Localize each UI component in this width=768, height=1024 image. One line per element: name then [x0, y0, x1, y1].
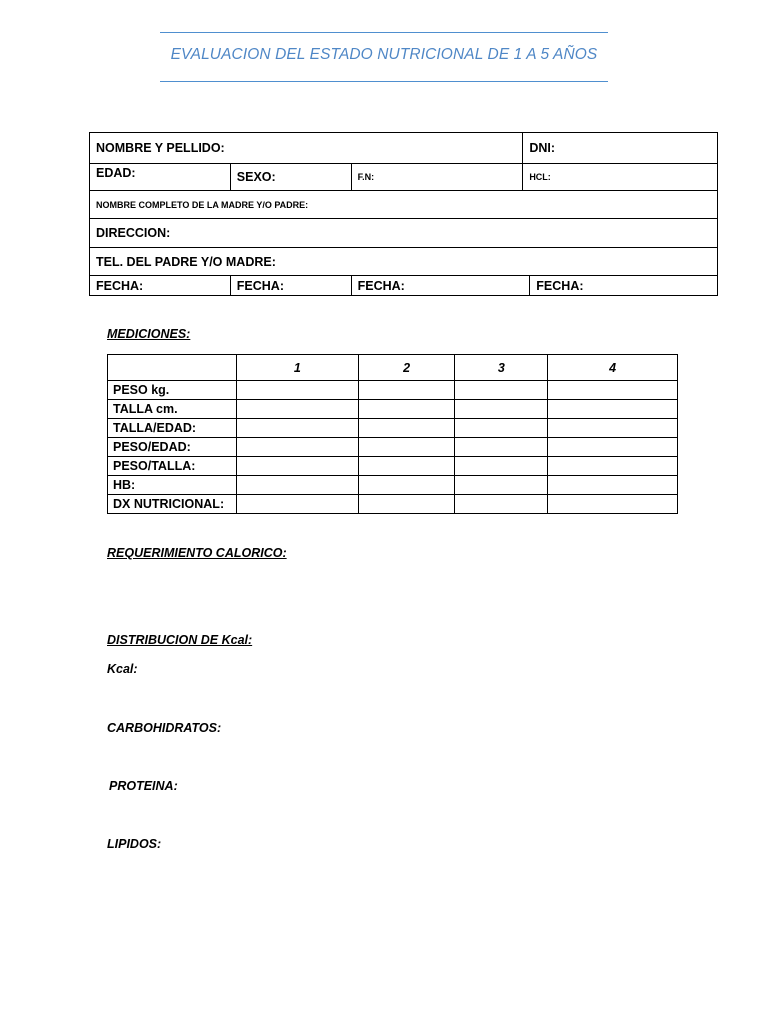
measurement-cell[interactable] [358, 438, 455, 457]
hcl-label: HCL: [529, 172, 551, 182]
row-label: PESO/TALLA: [108, 457, 237, 476]
row-label: PESO/EDAD: [108, 438, 237, 457]
measurement-cell[interactable] [358, 381, 455, 400]
measurement-cell[interactable] [236, 400, 358, 419]
direccion-field[interactable] [90, 219, 718, 248]
table-row [108, 381, 678, 400]
hcl-field[interactable] [523, 164, 718, 191]
carbohidratos-label: CARBOHIDRATOS: [107, 721, 222, 735]
measurement-cell[interactable] [236, 495, 358, 514]
direccion-label: DIRECCION: [96, 226, 171, 240]
measurement-cell[interactable] [455, 476, 548, 495]
column-header: 2 [358, 355, 455, 381]
lipidos-label: LIPIDOS: [107, 837, 162, 851]
measurement-cell[interactable] [548, 495, 678, 514]
table-row [108, 476, 678, 495]
proteina-label: PROTEINA: [109, 779, 178, 793]
measurement-cell[interactable] [236, 438, 358, 457]
edad-label: EDAD: [96, 166, 136, 180]
madre-padre-label: NOMBRE COMPLETO DE LA MADRE Y/O PADRE: [96, 199, 309, 210]
telefono-label: TEL. DEL PADRE Y/O MADRE: [96, 254, 276, 269]
telefono-field[interactable] [90, 248, 718, 276]
distribucion-heading: DISTRIBUCION DE Kcal: [107, 633, 253, 647]
fecha-label: FECHA: [536, 278, 584, 293]
sexo-field[interactable] [230, 164, 351, 191]
fecha-field-2[interactable] [230, 276, 351, 296]
fecha-field-4[interactable] [530, 276, 718, 296]
fecha-field-1[interactable] [90, 276, 231, 296]
fecha-label: FECHA: [236, 278, 284, 293]
mediciones-table [107, 354, 678, 514]
column-header: 3 [455, 355, 548, 381]
measurement-cell[interactable] [455, 438, 548, 457]
table-row [108, 438, 678, 457]
madre-padre-field[interactable] [90, 191, 718, 219]
edad-field[interactable] [90, 164, 231, 191]
dni-label: DNI: [529, 141, 556, 155]
row-label: HB: [108, 476, 237, 495]
fn-field[interactable] [351, 164, 523, 191]
title-bottom-rule [160, 81, 608, 82]
mediciones-header-row [108, 355, 678, 381]
row-label: DX NUTRICIONAL: [108, 495, 237, 514]
measurement-cell[interactable] [358, 400, 455, 419]
measurement-cell[interactable] [236, 381, 358, 400]
measurement-cell[interactable] [455, 419, 548, 438]
measurement-cell[interactable] [548, 438, 678, 457]
page-title: EVALUACION DEL ESTADO NUTRICIONAL DE 1 A 5 AÑOS [170, 46, 598, 63]
measurement-cell[interactable] [455, 381, 548, 400]
measurement-cell[interactable] [455, 495, 548, 514]
measurement-cell[interactable] [358, 419, 455, 438]
measurement-cell[interactable] [236, 476, 358, 495]
nombre-field[interactable] [90, 133, 523, 164]
table-row [108, 400, 678, 419]
row-label: TALLA cm. [108, 400, 237, 419]
patient-info-table [89, 132, 718, 296]
mediciones-heading: MEDICIONES: [107, 327, 191, 341]
sexo-label: SEXO: [236, 170, 276, 184]
measurement-cell[interactable] [358, 457, 455, 476]
fn-label: F.N: [357, 172, 375, 182]
column-header: 4 [548, 355, 678, 381]
dni-field[interactable] [523, 133, 718, 164]
requerimiento-heading: REQUERIMIENTO CALORICO: [107, 546, 287, 560]
row-label: PESO kg. [108, 381, 237, 400]
measurement-cell[interactable] [548, 400, 678, 419]
measurement-cell[interactable] [455, 400, 548, 419]
kcal-label: Kcal: [107, 662, 138, 676]
table-row [108, 457, 678, 476]
mediciones-corner-cell [108, 355, 237, 381]
title-top-rule [160, 32, 608, 33]
measurement-cell[interactable] [236, 419, 358, 438]
measurement-cell[interactable] [548, 476, 678, 495]
measurement-cell[interactable] [236, 457, 358, 476]
measurement-cell[interactable] [548, 419, 678, 438]
row-label: TALLA/EDAD: [108, 419, 237, 438]
fecha-field-3[interactable] [351, 276, 530, 296]
measurement-cell[interactable] [358, 476, 455, 495]
measurement-cell[interactable] [548, 457, 678, 476]
column-header: 1 [236, 355, 358, 381]
table-row [108, 419, 678, 438]
measurement-cell[interactable] [455, 457, 548, 476]
nombre-label: NOMBRE Y PELLIDO: [96, 141, 225, 155]
measurement-cell[interactable] [358, 495, 455, 514]
fecha-label: FECHA: [357, 278, 405, 293]
measurement-cell[interactable] [548, 381, 678, 400]
table-row [108, 495, 678, 514]
fecha-label: FECHA: [96, 278, 144, 293]
